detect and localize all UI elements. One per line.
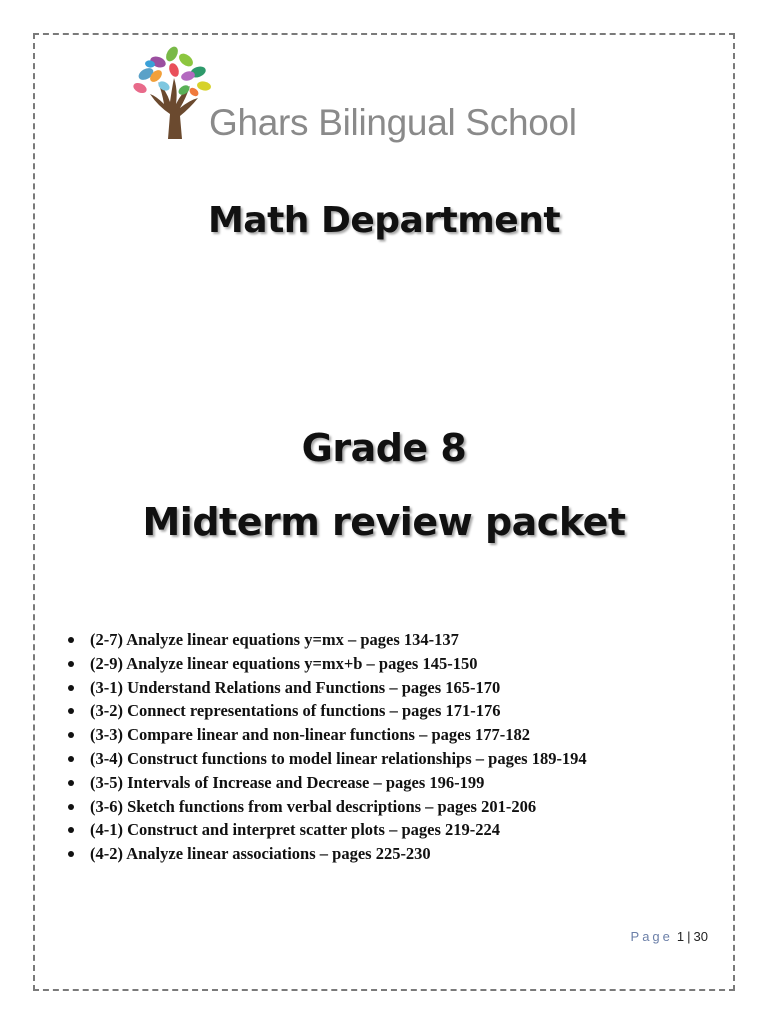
- bullet-icon: [68, 804, 74, 810]
- bullet-icon: [68, 685, 74, 691]
- school-name: Ghars Bilingual School: [209, 102, 577, 143]
- list-item: [68, 818, 587, 842]
- list-item: [68, 652, 587, 676]
- bullet-icon: [68, 780, 74, 786]
- topic-text: (3-2) Connect representations of functions – pages 171-176: [90, 701, 501, 721]
- page-label: Page: [630, 929, 673, 944]
- topic-text: (3-6) Sketch functions from verbal descriptions – pages 201-206: [90, 796, 537, 816]
- packet-title: Midterm review packet: [142, 500, 626, 544]
- topic-text: (3-1) Understand Relations and Functions – pages 165-170: [90, 677, 501, 697]
- topic-text: (3-4) Construct functions to model linear relationships – pages 189-194: [90, 748, 587, 768]
- topic-text: (4-1) Construct and interpret scatter plots – pages 219-224: [90, 820, 501, 840]
- total-pages: 30: [693, 929, 708, 944]
- topic-text: (2-9) Analyze linear equations y=mx+b – pages 145-150: [90, 653, 478, 673]
- topic-text: (4-2) Analyze linear associations – pages 225-230: [90, 844, 431, 864]
- page-footer: [631, 929, 708, 944]
- department-heading: Math Department: [207, 200, 561, 241]
- list-item: [68, 795, 587, 819]
- list-item: [68, 723, 587, 747]
- bullet-icon: [68, 661, 74, 667]
- bullet-icon: [68, 732, 74, 738]
- topic-text: (3-5) Intervals of Increase and Decrease – pages 196-199: [90, 772, 485, 792]
- list-item: [68, 699, 587, 723]
- bullet-icon: [68, 756, 74, 762]
- list-item: [68, 628, 587, 652]
- topic-text: (3-3) Compare linear and non-linear functions – pages 177-182: [90, 725, 531, 745]
- page-separator: |: [687, 929, 691, 944]
- topic-text: (2-7) Analyze linear equations y=mx – pages 134-137: [90, 630, 459, 649]
- grade-heading: Grade 8: [301, 426, 467, 470]
- tree-hand-logo-icon: [128, 44, 220, 140]
- bullet-icon: [68, 708, 74, 714]
- list-item: [68, 747, 587, 771]
- list-item: [68, 676, 587, 700]
- list-item: [68, 771, 587, 795]
- page-number: 1: [676, 929, 685, 944]
- list-item: [68, 842, 587, 866]
- topic-list: [68, 628, 587, 866]
- bullet-icon: [68, 637, 74, 643]
- bullet-icon: [68, 827, 74, 833]
- bullet-icon: [68, 851, 74, 857]
